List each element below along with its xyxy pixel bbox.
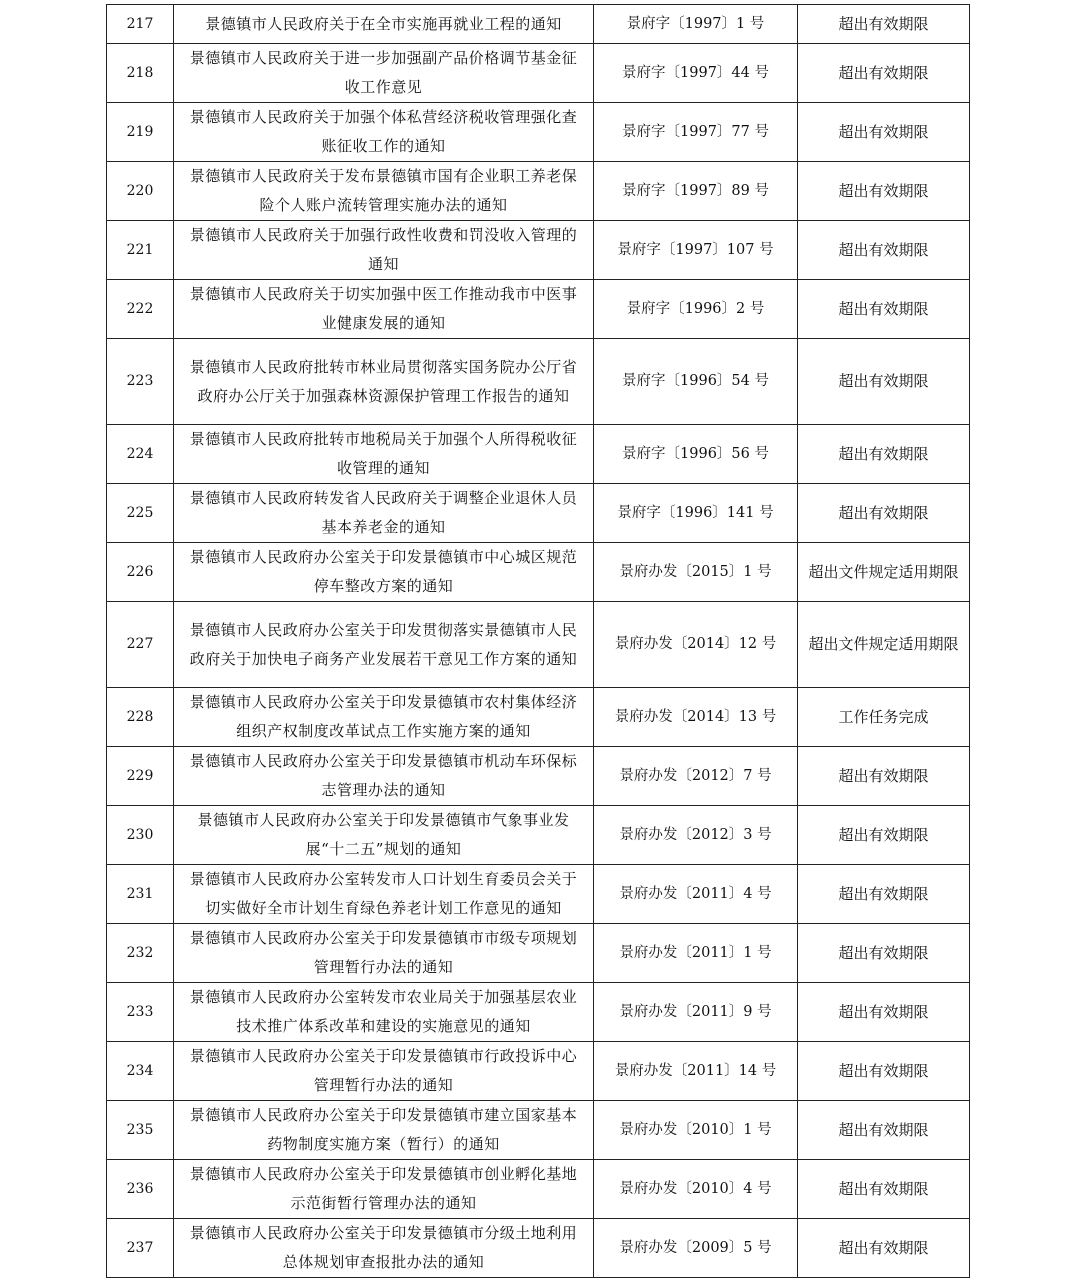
document-title: 景德镇市人民政府关于发布景德镇市国有企业职工养老保险个人账户流转管理实施办法的通知 [174,162,594,221]
row-number: 232 [107,924,174,983]
status-reason: 超出有效期限 [798,806,970,865]
document-number: 景府办发〔2009〕5 号 [594,1219,798,1278]
document-number: 景府办发〔2012〕3 号 [594,806,798,865]
document-number: 景府字〔1997〕107 号 [594,221,798,280]
row-number: 224 [107,425,174,484]
table-row [107,1160,970,1219]
document-title: 景德镇市人民政府办公室关于印发景德镇市行政投诉中心管理暂行办法的通知 [174,1042,594,1101]
table-body [107,5,970,1278]
row-number: 225 [107,484,174,543]
row-number: 231 [107,865,174,924]
document-title: 景德镇市人民政府关于进一步加强副产品价格调节基金征收工作意见 [174,44,594,103]
row-number: 226 [107,543,174,602]
table-row [107,103,970,162]
status-reason: 超出有效期限 [798,1219,970,1278]
document-number: 景府字〔1997〕44 号 [594,44,798,103]
row-number: 230 [107,806,174,865]
status-reason: 超出有效期限 [798,1101,970,1160]
document-number: 景府办发〔2010〕1 号 [594,1101,798,1160]
table-row [107,543,970,602]
row-number: 227 [107,602,174,688]
status-reason: 超出有效期限 [798,339,970,425]
document-number: 景府办发〔2011〕1 号 [594,924,798,983]
table-row [107,5,970,44]
row-number: 234 [107,1042,174,1101]
document-title: 景德镇市人民政府转发省人民政府关于调整企业退休人员基本养老金的通知 [174,484,594,543]
row-number: 228 [107,688,174,747]
row-number: 229 [107,747,174,806]
document-title: 景德镇市人民政府办公室关于印发景德镇市气象事业发展“十二五”规划的通知 [174,806,594,865]
status-reason: 超出有效期限 [798,484,970,543]
row-number: 221 [107,221,174,280]
status-reason: 超出文件规定适用期限 [798,602,970,688]
document-number: 景府字〔1996〕2 号 [594,280,798,339]
table-row [107,865,970,924]
table-row [107,1101,970,1160]
document-title: 景德镇市人民政府办公室关于印发贯彻落实景德镇市人民政府关于加快电子商务产业发展若干意见工作方案的通知 [174,602,594,688]
document-title: 景德镇市人民政府办公室关于印发景德镇市农村集体经济组织产权制度改革试点工作实施方案的通知 [174,688,594,747]
table-row [107,221,970,280]
document-number: 景府字〔1997〕77 号 [594,103,798,162]
table-row [107,44,970,103]
status-reason: 超出有效期限 [798,747,970,806]
document-title: 景德镇市人民政府办公室转发市农业局关于加强基层农业技术推广体系改革和建设的实施意见的通知 [174,983,594,1042]
table-row [107,602,970,688]
row-number: 218 [107,44,174,103]
row-number: 237 [107,1219,174,1278]
row-number: 223 [107,339,174,425]
table-row [107,484,970,543]
status-reason: 超出有效期限 [798,425,970,484]
document-title: 景德镇市人民政府办公室关于印发景德镇市建立国家基本药物制度实施方案（暂行）的通知 [174,1101,594,1160]
document-number: 景府办发〔2012〕7 号 [594,747,798,806]
document-number: 景府字〔1996〕141 号 [594,484,798,543]
status-reason: 工作任务完成 [798,688,970,747]
document-title: 景德镇市人民政府关于切实加强中医工作推动我市中医事业健康发展的通知 [174,280,594,339]
table-row [107,280,970,339]
document-number: 景府办发〔2015〕1 号 [594,543,798,602]
document-title: 景德镇市人民政府办公室关于印发景德镇市机动车环保标志管理办法的通知 [174,747,594,806]
row-number: 233 [107,983,174,1042]
status-reason: 超出有效期限 [798,1160,970,1219]
document-number: 景府字〔1997〕1 号 [594,5,798,44]
status-reason: 超出有效期限 [798,103,970,162]
row-number: 235 [107,1101,174,1160]
table-row [107,924,970,983]
status-reason: 超出有效期限 [798,162,970,221]
table-row [107,1042,970,1101]
document-number: 景府字〔1997〕89 号 [594,162,798,221]
table-row [107,747,970,806]
table-row [107,339,970,425]
table-row [107,1219,970,1278]
document-table [106,4,970,1278]
status-reason: 超出有效期限 [798,924,970,983]
document-title: 景德镇市人民政府关于加强行政性收费和罚没收入管理的通知 [174,221,594,280]
document-title: 景德镇市人民政府批转市地税局关于加强个人所得税收征收管理的通知 [174,425,594,484]
table-row [107,688,970,747]
row-number: 217 [107,5,174,44]
status-reason: 超出有效期限 [798,5,970,44]
document-title: 景德镇市人民政府办公室关于印发景德镇市分级土地利用总体规划审查报批办法的通知 [174,1219,594,1278]
table-row [107,806,970,865]
document-number: 景府办发〔2014〕13 号 [594,688,798,747]
document-number: 景府办发〔2011〕4 号 [594,865,798,924]
document-title: 景德镇市人民政府关于在全市实施再就业工程的通知 [174,5,594,44]
status-reason: 超出有效期限 [798,865,970,924]
row-number: 219 [107,103,174,162]
table-row [107,425,970,484]
document-title: 景德镇市人民政府办公室关于印发景德镇市中心城区规范停车整改方案的通知 [174,543,594,602]
document-title: 景德镇市人民政府办公室关于印发景德镇市市级专项规划管理暂行办法的通知 [174,924,594,983]
document-number: 景府字〔1996〕56 号 [594,425,798,484]
table-row [107,983,970,1042]
document-number: 景府办发〔2011〕9 号 [594,983,798,1042]
row-number: 236 [107,1160,174,1219]
table-row [107,162,970,221]
document-number: 景府字〔1996〕54 号 [594,339,798,425]
status-reason: 超出有效期限 [798,44,970,103]
document-number: 景府办发〔2011〕14 号 [594,1042,798,1101]
status-reason: 超出有效期限 [798,983,970,1042]
status-reason: 超出有效期限 [798,1042,970,1101]
document-title: 景德镇市人民政府关于加强个体私营经济税收管理强化查账征收工作的通知 [174,103,594,162]
status-reason: 超出有效期限 [798,221,970,280]
document-number: 景府办发〔2010〕4 号 [594,1160,798,1219]
row-number: 222 [107,280,174,339]
document-title: 景德镇市人民政府办公室转发市人口计划生育委员会关于切实做好全市计划生育绿色养老计划工作意见的通知 [174,865,594,924]
document-number: 景府办发〔2014〕12 号 [594,602,798,688]
row-number: 220 [107,162,174,221]
status-reason: 超出文件规定适用期限 [798,543,970,602]
document-title: 景德镇市人民政府办公室关于印发景德镇市创业孵化基地示范街暂行管理办法的通知 [174,1160,594,1219]
document-title: 景德镇市人民政府批转市林业局贯彻落实国务院办公厅省政府办公厅关于加强森林资源保护管理工作报告的通知 [174,339,594,425]
status-reason: 超出有效期限 [798,280,970,339]
